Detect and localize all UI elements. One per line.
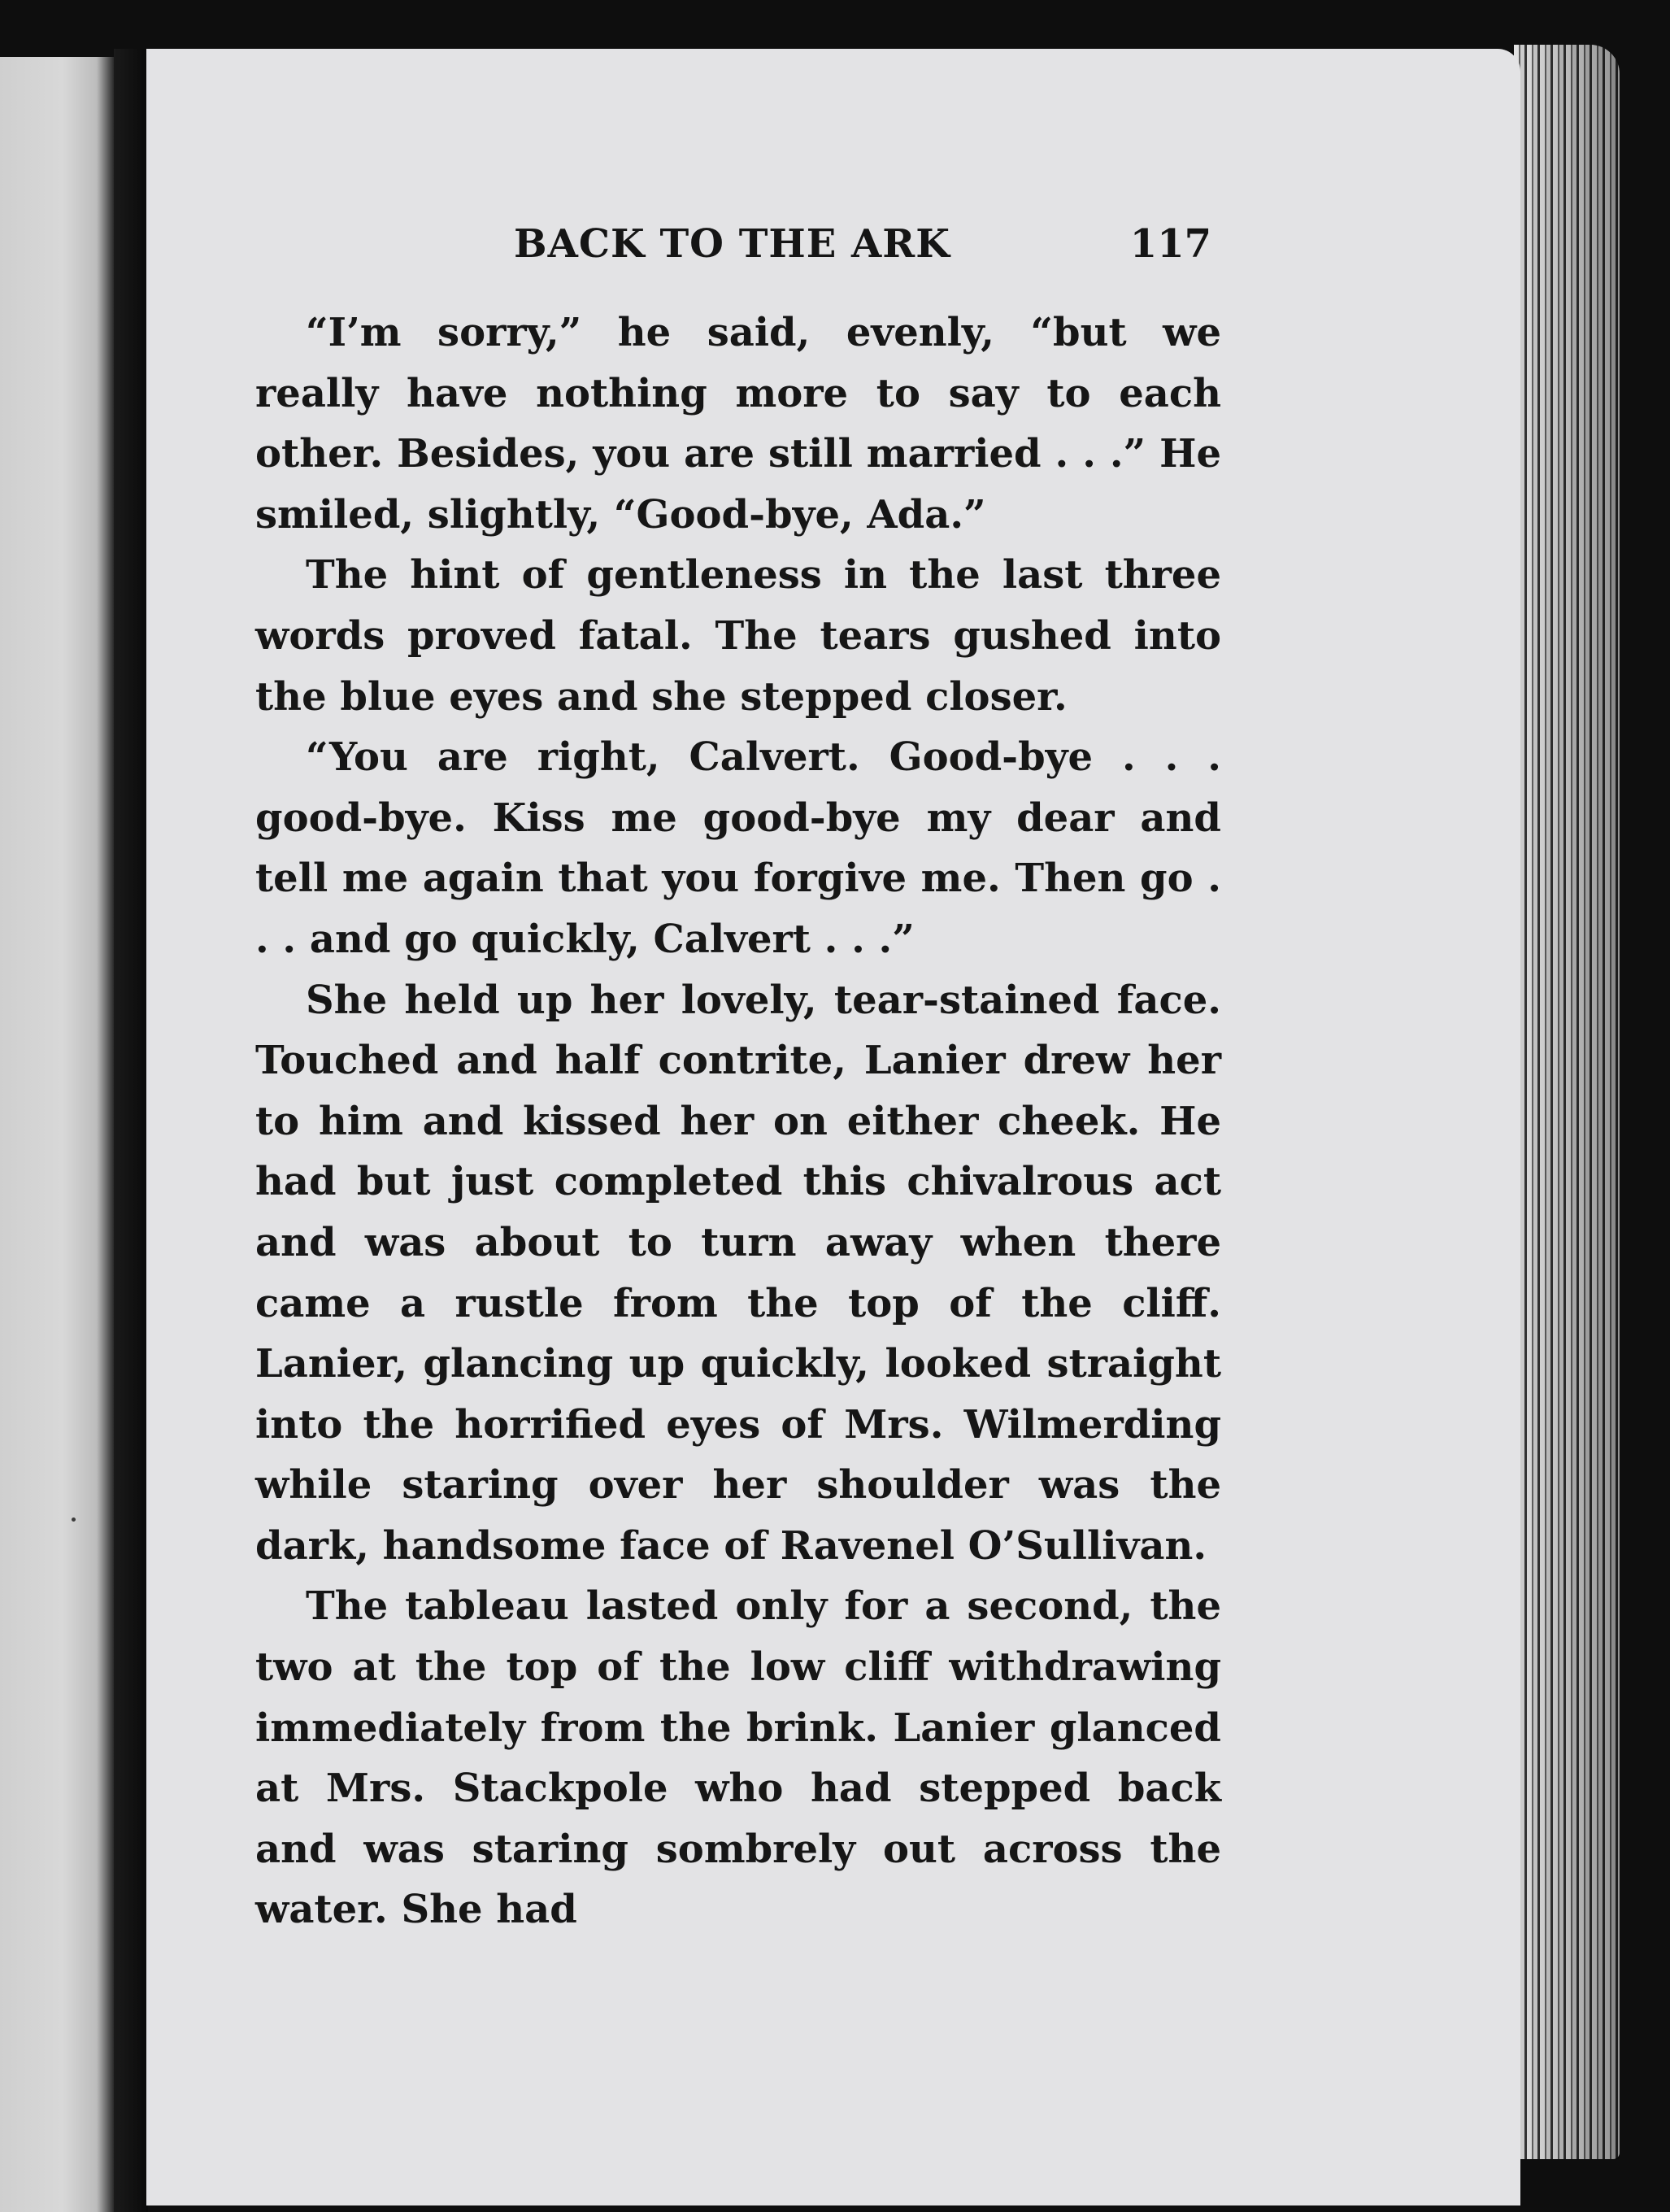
page-edges-shade <box>1514 45 1620 2159</box>
running-title: BACK TO THE ARK <box>514 221 950 267</box>
body-text <box>255 303 1221 1940</box>
paragraph: The hint of gentleness in the last three words proved fatal. The tears gushed into the blue eyes and she stepped closer. <box>255 552 1221 720</box>
paragraph: She held up her lovely, tear-stained face. Touched and half contrite, Lanier drew her to him and kissed her on either cheek. He had but just completed this chivalrous act and was about to turn away when there came a rustle from the top of the cliff. Lanier, glancing up quickly, looked straight into the horrified eyes of Mrs. Wilmerding while staring over her shoulder was the dark, handsome face of Ravenel O’Sullivan. <box>255 977 1221 1569</box>
running-head <box>260 221 1211 270</box>
paragraph: The tableau lasted only for a second, the two at the top of the low cliff withdrawing immediately from the brink. Lanier glanced at Mrs. Stackpole who had stepped back and was staring sombrely out across the water. She had <box>255 1583 1221 1933</box>
paragraph: “I’m sorry,” he said, evenly, “but we really have nothing more to say to each other. Besides, you are still married . . .” He smiled, slightly, “Good-bye, Ada.” <box>255 310 1221 538</box>
book-gutter <box>114 49 148 2212</box>
scan-speck <box>72 1517 76 1522</box>
page-number: 117 <box>1129 221 1211 267</box>
facing-page-edge <box>0 57 114 2212</box>
paragraph: “You are right, Calvert. Good-bye . . . good-bye. Kiss me good-bye my dear and tell me again that you forgive me. Then go . . . and go quickly, Calvert . . .” <box>255 734 1221 962</box>
